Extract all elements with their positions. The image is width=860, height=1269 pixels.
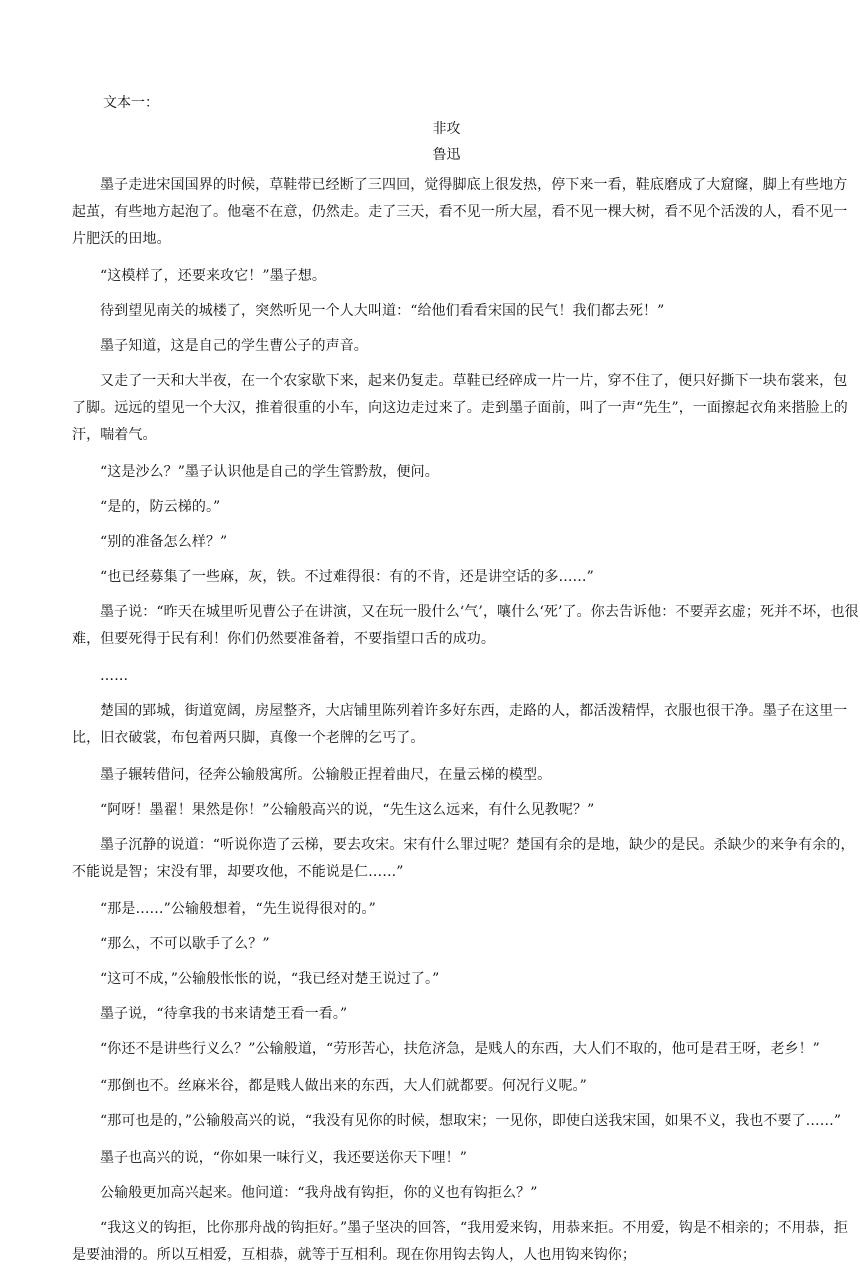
paragraph: 墨子沉静的说道：“听说你造了云梯，要去攻宋。宋有什么罪过呢？楚国有余的是地，缺少的是民。杀缺少的来争有余的，不能说是智；宋没有罪，却要攻他，不能说是仁……” [72,837,855,880]
paragraph: 墨子说：“昨天在城里听见曹公子在讲演，又在玩一股什么‘气’，嚷什么‘死’了。你去告诉他：不要弄玄虚；死并不坏，也很难，但要死得于民有利！你们仍然要准备着，不要指望口舌的成功。 [72,604,859,647]
paragraph: “别的准备怎么样？” [100,534,228,550]
paragraph: 公输般更加高兴起来。他问道：“我舟战有钩拒，你的义也有钩拒么？” [100,1185,538,1201]
article-body [72,172,860,1269]
paragraph: “阿呀！墨翟！果然是你！”公输般高兴的说，“先生这么远来，有什么见教呢？” [100,802,595,818]
paragraph: “那可也是的，”公输般高兴的说，“我没有见你的时候，想取宋；一见你，即使白送我宋国，如果不义，我也不要了……” [100,1113,842,1129]
paragraph: “你还不是讲些行义么？”公输般道，“劳形苦心，扶危济急，是贱人的东西，大人们不取的，他可是君王呀，老乡！” [100,1041,820,1057]
paragraph: 墨子走进宋国国界的时候，草鞋带已经断了三四回，觉得脚底上很发热，停下来一看，鞋底磨成了大窟窿，脚上有些地方起茧，有些地方起泡了。他毫不在意，仍然走。走了三天，看不见一所大屋，看不见一棵大树，看不见个活泼的人，看不见一片肥沃的田地。 [72,177,848,247]
paragraph: “那倒也不。丝麻米谷，都是贱人做出来的东西，大人们就都要。何况行义呢。” [100,1078,587,1094]
paragraph: 墨子说，“待拿我的书来请楚王看一看。” [100,1006,348,1022]
article-author: 鲁迅 [432,147,461,163]
paragraph: 待到望见南关的城楼了，突然听见一个人大叫道：“给他们看看宋国的民气！我们都去死！” [100,303,665,319]
article-title: 非攻 [432,121,461,137]
paragraph: “这模样了，还要来攻它！”墨子想。 [100,268,327,284]
paragraph: 又走了一天和大半夜，在一个农家歇下来，起来仍复走。草鞋已经碎成一片一片，穿不住了，便只好撕下一块布裳来，包了脚。远远的望见一个大汉，推着很重的小车，向这边走过来了。走到墨子面前，叫了一声“先生”，一面擦起衣角来揩脸上的汗，喘着气。 [72,373,848,443]
ellipsis-separator: …… [100,668,129,684]
paragraph: 墨子辗转借问，径奔公输般寓所。公输般正捏着曲尺，在量云梯的模型。 [100,767,552,783]
paragraph: 墨子知道，这是自己的学生曹公子的声音。 [100,338,368,354]
paragraph: 墨子也高兴的说，“你如果一味行义，我还要送你天下哩！” [100,1150,468,1166]
paragraph: “那么，不可以歇手了么？” [100,936,270,952]
paragraph: “这是沙么？”墨子认识他是自己的学生管黔敖，便问。 [100,464,439,480]
paragraph: “这可不成，”公输般怅怅的说，“我已经对楚王说过了。” [100,971,440,987]
paragraph: 楚国的郢城，街道宽阔，房屋整齐，大店铺里陈列着许多好东西，走路的人，都活泼精悍，衣服也很干净。墨子在这里一比，旧衣破裳，布包着两只脚，真像一个老牌的乞丐了。 [72,703,848,746]
paragraph: “也已经募集了一些麻，灰，铁。不过难得很：有的不肯，还是讲空话的多……” [100,569,594,585]
section-label: 文本一： [103,95,159,111]
paragraph: “是的，防云梯的。” [100,499,221,515]
paragraph: “我这义的钩拒，比你那舟战的钩拒好。”墨子坚决的回答，“我用爱来钩，用恭来拒。不用爱，钩是不相亲的；不用恭，拒是要油滑的。所以互相爱，互相恭，就等于互相利。现在你用钩去钩人，人也用钩来钩你； [72,1220,848,1263]
paragraph: “那是……”公输般想着，“先生说得很对的。” [100,901,376,917]
